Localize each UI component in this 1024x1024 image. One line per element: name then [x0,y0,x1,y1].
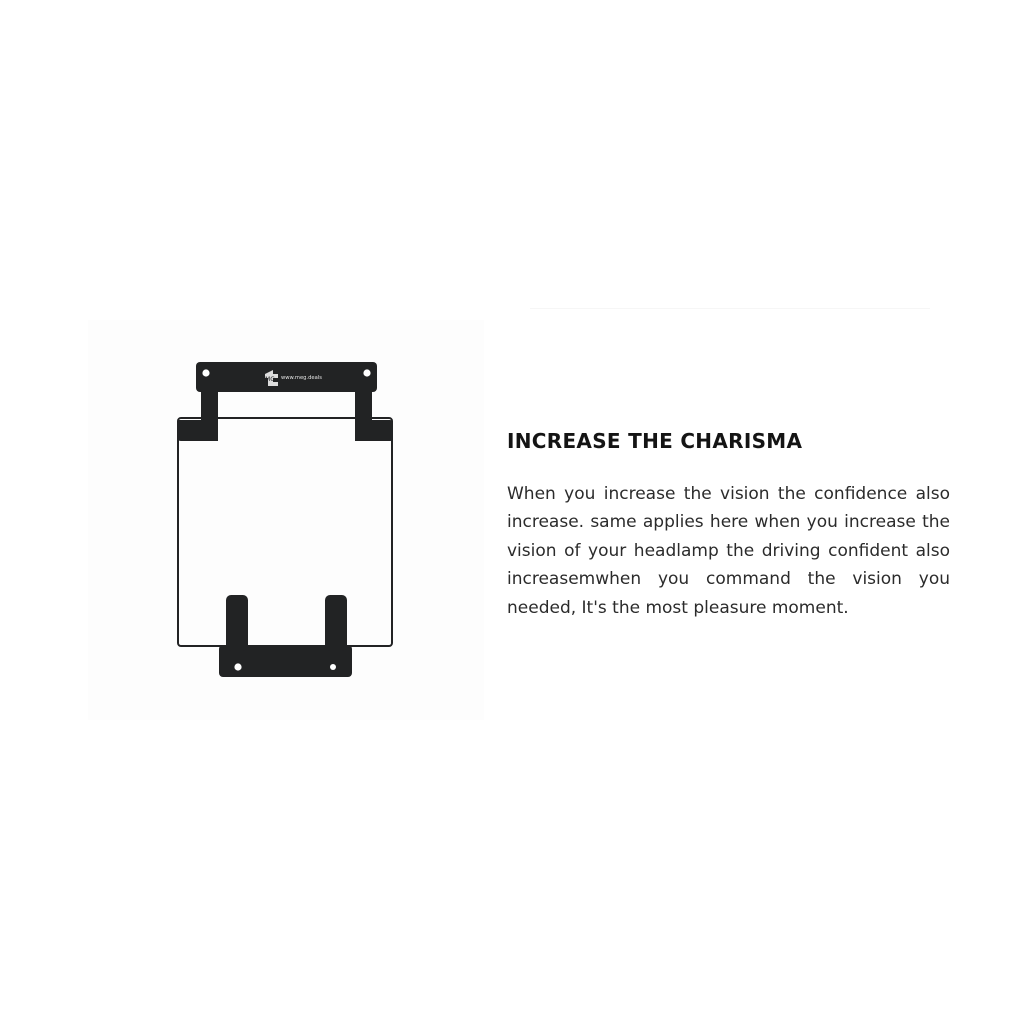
product-image [88,320,484,720]
section-body: When you increase the vision the confidence also increase. same applies here when you increase the vision of your headlamp the driving confident also increasemwhen you command the vision you needed, It's the most pleasure moment. [507,484,950,618]
brand-mark-text: MG [265,376,275,383]
brand-url-text: www.meg.deals [281,375,322,381]
divider [530,308,930,309]
section-heading: INCREASE THE CHARISMA [507,429,803,453]
feature-text-block [507,424,950,622]
mounting-bracket-icon [88,320,484,720]
